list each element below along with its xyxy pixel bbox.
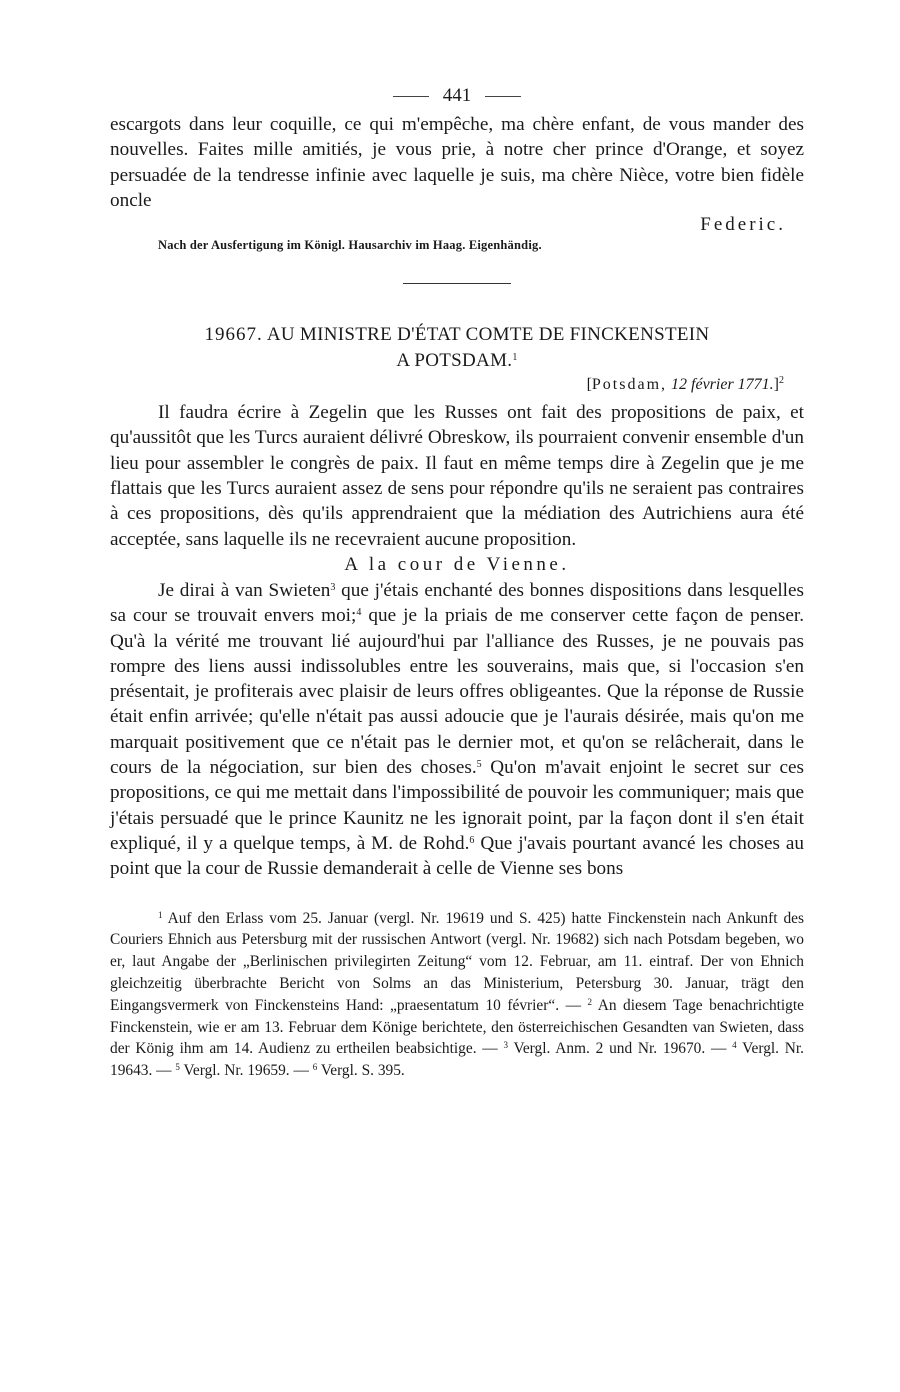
text-run: que je la priais de me conserver cette façon de penser. Qu'à la vérité me trouvant lié aujourd'hui par l'alliance des Russes, je ne pouvais pas rompre des liens aussi indissolubles entre les souverains, mais que, si l'occasion s'en présentait, je profiterais avec plaisir de leurs offres obligeantes. Que la réponse de Russie était enfin arrivée; qu'elle n'était pas aussi adoucie que je l'aurais désirée, mais qu'on me marquait positivement que ce n'était pas le dernier mot, et qu'on se relâcherait, dans le cours de la négociation, sur bien des choses.: [110, 605, 804, 779]
heading-line-2: [110, 348, 804, 374]
document-title: AU MINISTRE D'ÉTAT COMTE DE FINCKENSTEIN: [266, 324, 710, 346]
section-divider: [403, 283, 511, 284]
document-number: 19667.: [204, 324, 263, 346]
header-dash-left: [393, 96, 429, 97]
source-note: Nach der Ausfertigung im Königl. Hausarchiv im Haag. Eigenhändig.: [158, 238, 542, 253]
dateline-bracket-open: [: [586, 376, 592, 394]
dateline-date: 12 février 1771.: [671, 376, 774, 394]
text-run: Qu'on m'avait enjoint le secret sur ces propositions, ce qui me mettait dans l'impossibilité de pouvoir les communiquer; mais que j'étais persuadé que le prince Kaunitz ne les ignorait point, par la façon dont il s'en était expliqué, il y a quelque temps, à M. de Rohd.: [110, 757, 804, 854]
footnote-ref: 6: [469, 834, 475, 846]
document-recipient-place: A POTSDAM.: [396, 350, 513, 372]
footnote-text: Vergl. Anm. 2 und Nr. 19670. —: [507, 1040, 727, 1058]
footnote-text: An diesem Tage benachrichtigte Finckenstein, wie er am 13. Februar dem Könige berichtete, den österreichischen Gesandten van Swieten, dass der König ihm am 14. Audienz zu ertheilen beabsichtige. —: [110, 996, 804, 1058]
footnote-marker: 2: [587, 996, 593, 1007]
letter-ending: [110, 112, 804, 213]
subheading-vienna: A la cour de Vienne.: [344, 553, 570, 575]
footnote-ref: 1: [512, 352, 518, 364]
paragraph-zegelin: Il faudra écrire à Zegelin que les Russes ont fait des propositions de paix, et qu'aussitôt que les Turcs auraient délivré Obreskow, ils pourraient convenir ensemble d'un lieu pour assembler le congrès de paix. Il faut en même temps dire à Zegelin que je me flattais que les Turcs auraient assez de sens pour répondre qu'ils ne seraient pas contraires à ces propositions, dès qu'ils apprendraient que la médiation des Autrichiens aura été acceptée, sans laquelle ils ne recevraient aucune proposition.: [110, 402, 804, 550]
document-heading: [110, 322, 804, 374]
footnotes: [110, 908, 804, 1082]
footnote-text: Vergl. Nr. 19659. —: [179, 1062, 309, 1080]
footnote-text: Vergl. Nr. 19643. —: [110, 1040, 805, 1080]
footnote-ref: 2: [779, 375, 784, 387]
footnote-text: Vergl. S. 395.: [317, 1062, 405, 1080]
footnote-block: [110, 908, 804, 1082]
book-page: [110, 82, 804, 1082]
dateline-bracket-close: ]: [773, 376, 779, 394]
footnote-marker: 3: [503, 1040, 508, 1051]
letter-closing-paragraph: escargots dans leur coquille, ce qui m'empêche, ma chère enfant, de vous mander des nouvelles. Faites mille amitiés, je vous prie, à notre cher prince d'Orange, et soyez persuadée de la tendresse infinie avec laquelle je suis, ma chère Nièce, votre bien fidèle oncle: [110, 114, 804, 211]
text-run: Je dirai à van Swieten: [158, 579, 331, 601]
footnote-ref: 4: [356, 607, 362, 619]
footnote-marker: 1: [158, 909, 163, 920]
signature: Federic.: [700, 214, 786, 236]
document-body: [110, 400, 804, 881]
footnote-text: Auf den Erlass vom 25. Januar (vergl. Nr. 19619 und S. 425) hatte Finckenstein nach Ankunft des Couriers Ehnich aus Petersburg mit der russischen Antwort (vergl. Nr. 19682) sich nach Potsdam begeben, wo er, laut Angabe der „Berlinischen privilegirten Zeitung“ vom 12. Februar, am 11. eintraf. Der von Ehnich gleichzeitig überbrachte Bericht von Solms an das Ministerium, Petersburg 30. Januar, trägt den Eingangsvermerk von Finckensteins Hand: „praesentatum 10 février“. —: [110, 909, 804, 1014]
text-run: Que j'avais pourtant avancé les choses au point que la cour de Russie demanderait à celle de Vienne ses bons: [110, 832, 804, 880]
paragraph-vienna: [110, 578, 804, 882]
heading-line-1: [110, 322, 804, 348]
footnote-marker: 5: [175, 1062, 180, 1073]
footnote-ref: 5: [476, 759, 482, 771]
text-run: que j'étais enchanté des bonnes dispositions dans lesquelles sa cour se trouvait envers moi;: [110, 579, 804, 627]
page-number: 441: [442, 85, 472, 106]
footnote-marker: 6: [312, 1062, 318, 1073]
dateline-place: Potsdam,: [591, 376, 668, 394]
dateline: [110, 374, 804, 396]
footnote-marker: 4: [732, 1040, 737, 1051]
footnote-ref: 3: [330, 581, 336, 593]
running-header: [110, 82, 804, 110]
header-dash-right: [485, 96, 521, 97]
